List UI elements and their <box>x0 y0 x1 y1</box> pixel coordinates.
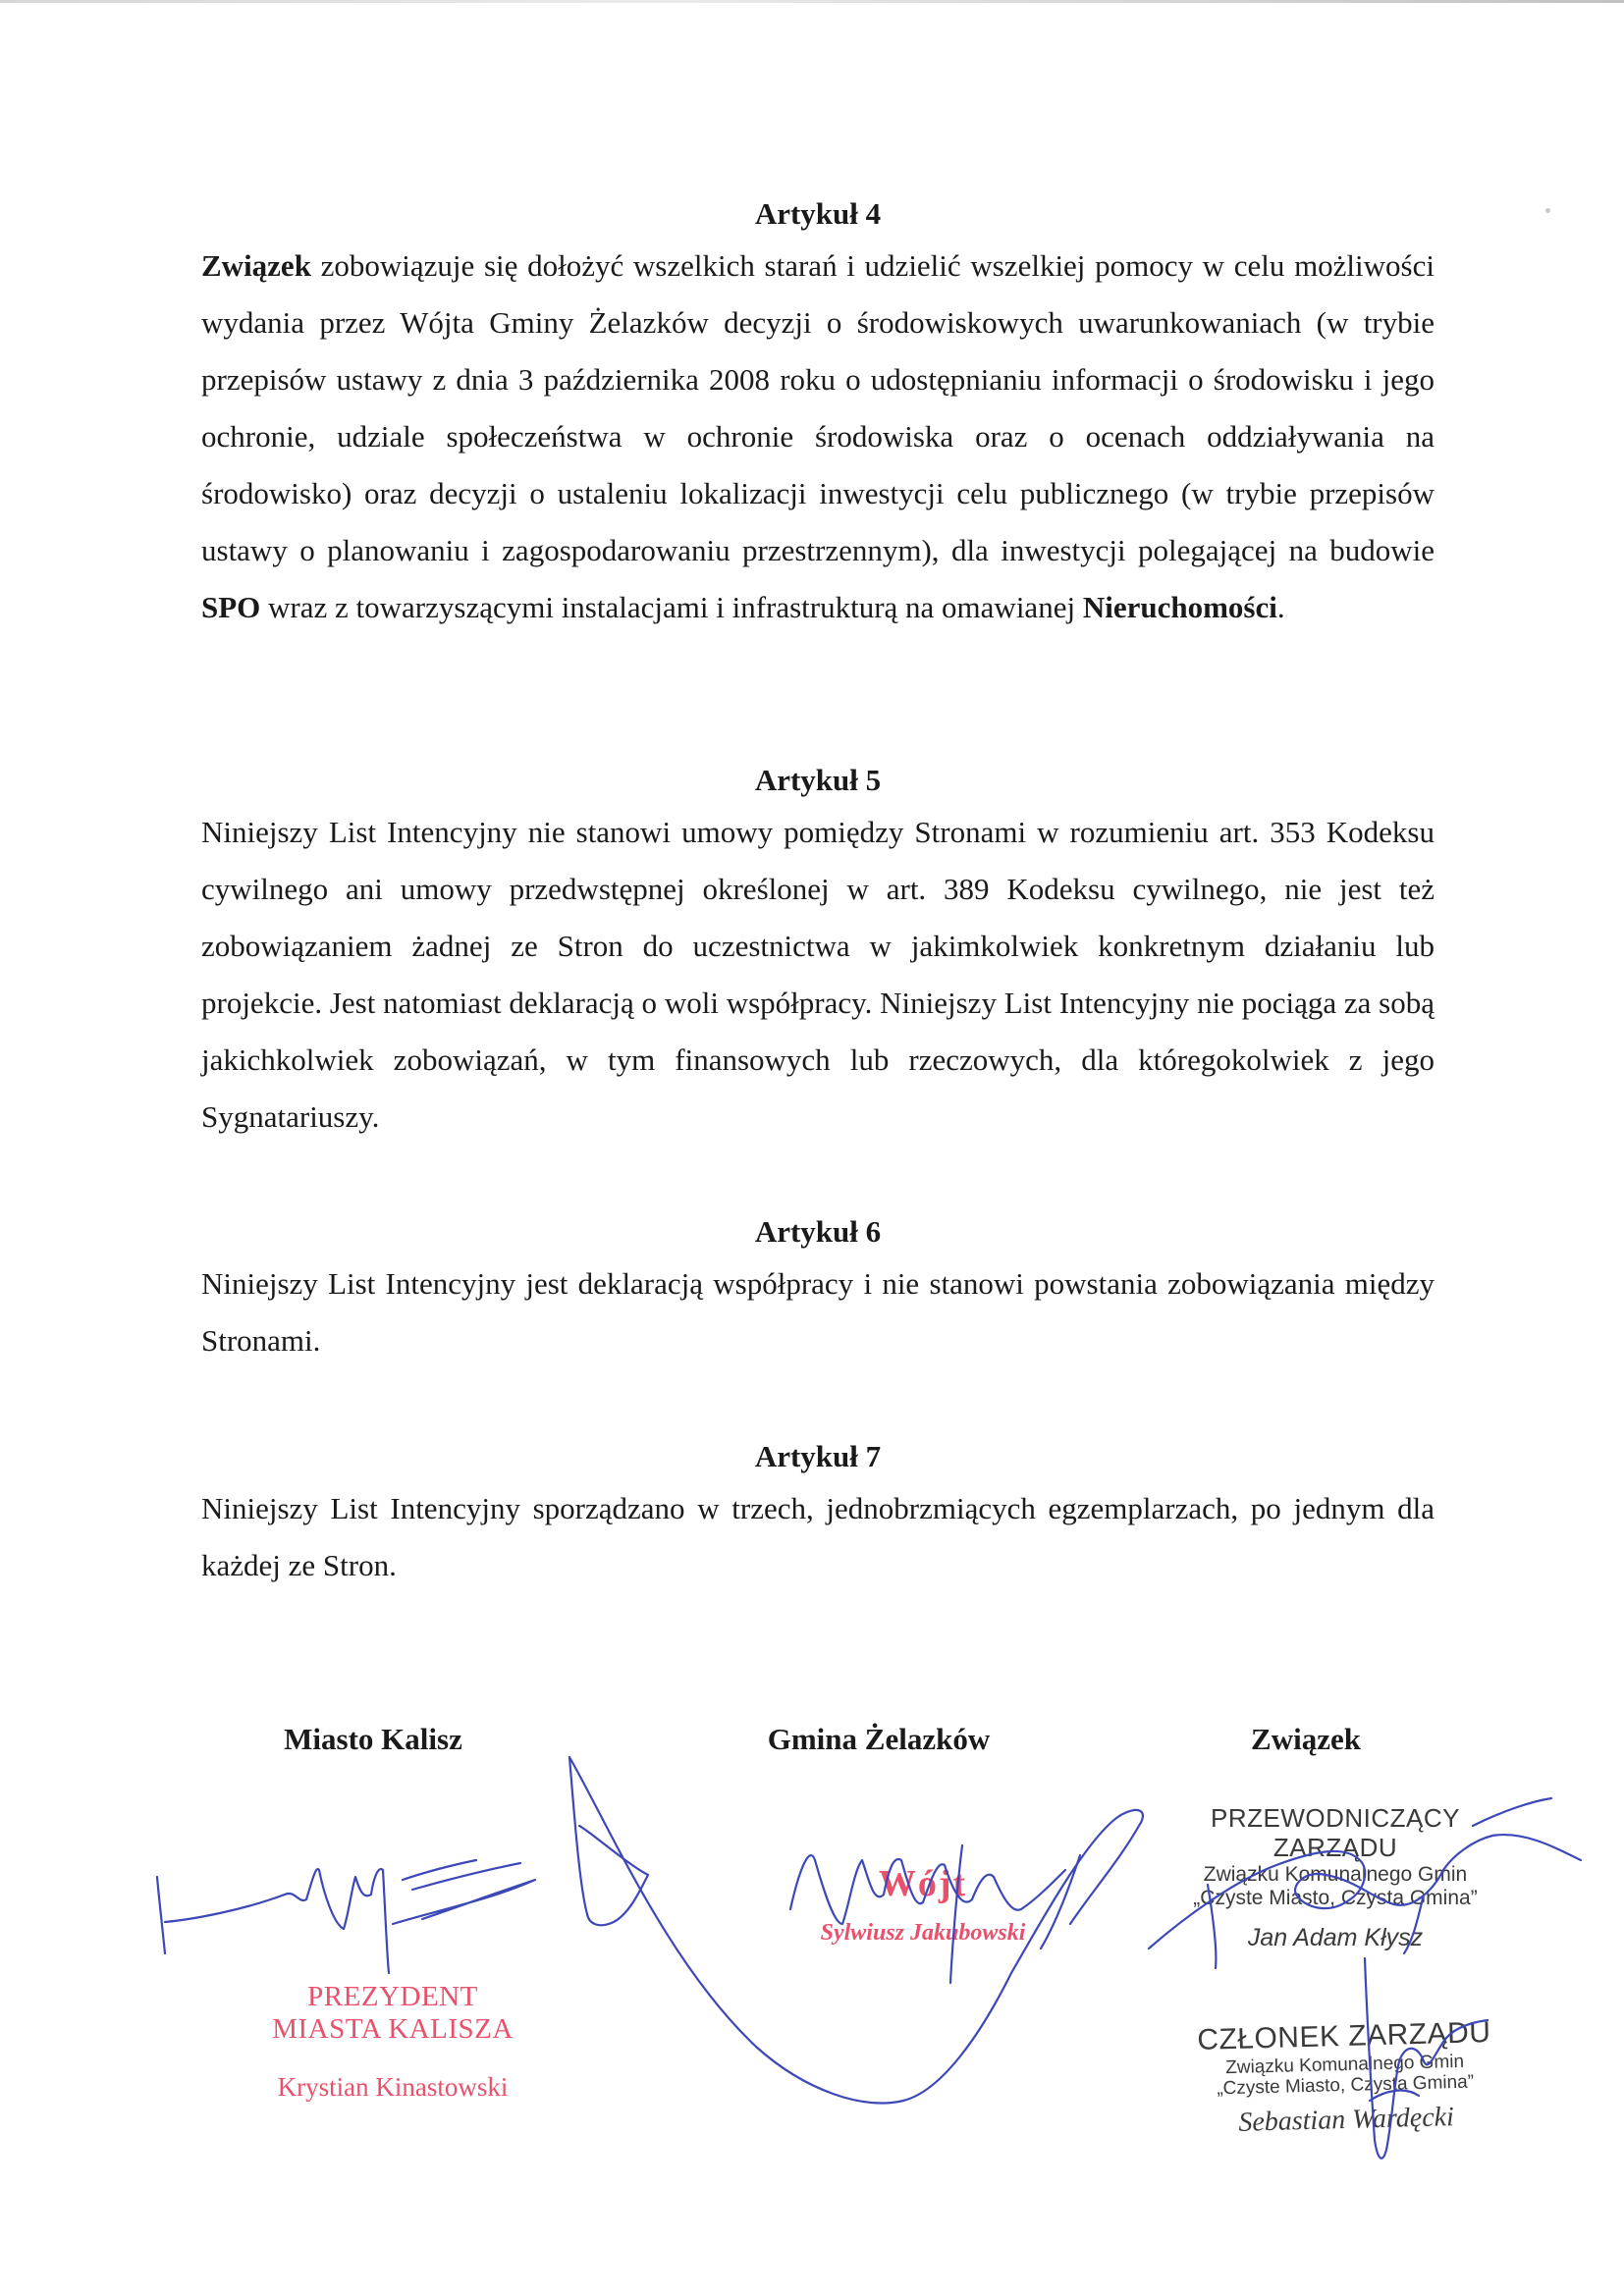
stamp-line: Wójt <box>878 1863 968 1904</box>
stamp-name: Krystian Kinastowski <box>277 2071 509 2102</box>
stamp-name: Sebastian Wardęcki <box>1237 2102 1455 2139</box>
article-text: . <box>1276 590 1285 624</box>
party-label-miasto-kalisz: Miasto Kalisz <box>284 1722 462 1756</box>
stamp-czlonek <box>1187 2016 1504 2141</box>
article-5 <box>201 761 1435 1146</box>
bold-term-zwiazek: Związek <box>201 248 311 283</box>
article-heading: Artykuł 7 <box>754 1439 882 1473</box>
party-label-zwiazek: Związek <box>1251 1722 1361 1756</box>
party-label-gmina-zelazkow: Gmina Żelazków <box>767 1722 991 1756</box>
article-body <box>201 238 1435 636</box>
stamp-przewodniczacy <box>1149 1804 1522 1952</box>
article-6 <box>201 1212 1435 1369</box>
stamp-line: MIASTA KALISZA <box>272 2013 514 2046</box>
stamp-name: Jan Adam Kłysz <box>1247 1924 1424 1952</box>
stamp-line: PREZYDENT <box>307 1981 478 2012</box>
article-body: Niniejszy List Intencyjny nie stanowi umowy pomiędzy Stronami w rozumieniu art. 353 Kodeksu cywilnego ani umowy przedwstępnej określonej w art. 389 Kodeksu cywilnego, nie jest też zobowiązaniem żadnej ze Stron do uczestnictwa w jakimkolwiek konkretnym działaniu lub projekcie. Jest natomiast deklaracją o woli współpracy. Niniejszy List Intencyjny nie pociąga za sobą jakichkolwiek zobowiązań, w tym finansowych lub rzeczowych, dla któregokolwiek z jego Sygnatariuszy. <box>201 815 1435 1134</box>
stamp-line: CZŁONEK ZARZĄDU <box>1196 2016 1491 2056</box>
stamp-wojt <box>766 1863 1080 1947</box>
signature-kalisz <box>157 1860 535 1973</box>
stamp-line: „Czyste Miasto, Czysta Gmina” <box>1193 1886 1478 1909</box>
scan-speck <box>1545 208 1550 213</box>
stamp-name: Sylwiusz Jakubowski <box>820 1919 1026 1946</box>
article-body: Niniejszy List Intencyjny sporządzano w trzech, jednobrzmiących egzemplarzach, po jednym dla każdej ze Stron. <box>201 1491 1435 1582</box>
article-body: Niniejszy List Intencyjny jest deklaracją współpracy i nie stanowi powstania zobowiązania między Stronami. <box>201 1266 1435 1358</box>
article-heading: Artykuł 6 <box>754 1214 882 1249</box>
article-text: wraz z towarzyszącymi instalacjami i infrastrukturą na omawianej <box>260 590 1083 624</box>
stamp-line: Związku Komunalnego Gmin <box>1224 2051 1465 2078</box>
stamp-line: „Czyste Miasto, Czysta Gmina” <box>1217 2071 1475 2100</box>
bold-term-nieruchomosci: Nieruchomości <box>1082 590 1277 624</box>
stamp-line: Związku Komunalnego Gmin <box>1203 1862 1468 1886</box>
scan-top-edge <box>0 0 1624 3</box>
article-heading: Artykuł 5 <box>754 763 882 797</box>
article-text: zobowiązuje się dołożyć wszelkich starań i udzielić wszelkiej pomocy w celu możliwości wydania przez Wójta Gminy Żelazków decyzji o środowiskowych uwarunkowaniach (w trybie przepisów ustawy z dnia 3 października 2008 roku o udostępnianiu informacji o środowisku i jego ochronie, udziale społeczeństwa w ochronie środowiska oraz o ocenach oddziaływania na środowisko) oraz decyzji o ustaleniu lokalizacji inwestycji celu publicznego (w trybie przepisów ustawy o planowaniu i zagospodarowaniu przestrzennym), dla inwestycji polegającej na budowie <box>201 248 1435 567</box>
stamp-prezydent <box>226 1981 560 2103</box>
article-heading: Artykuł 4 <box>754 196 882 231</box>
article-4 <box>201 194 1435 636</box>
article-7 <box>201 1437 1435 1594</box>
stamp-line: PRZEWODNICZĄCY ZARZĄDU <box>1211 1803 1460 1862</box>
bold-term-spo: SPO <box>201 590 261 624</box>
